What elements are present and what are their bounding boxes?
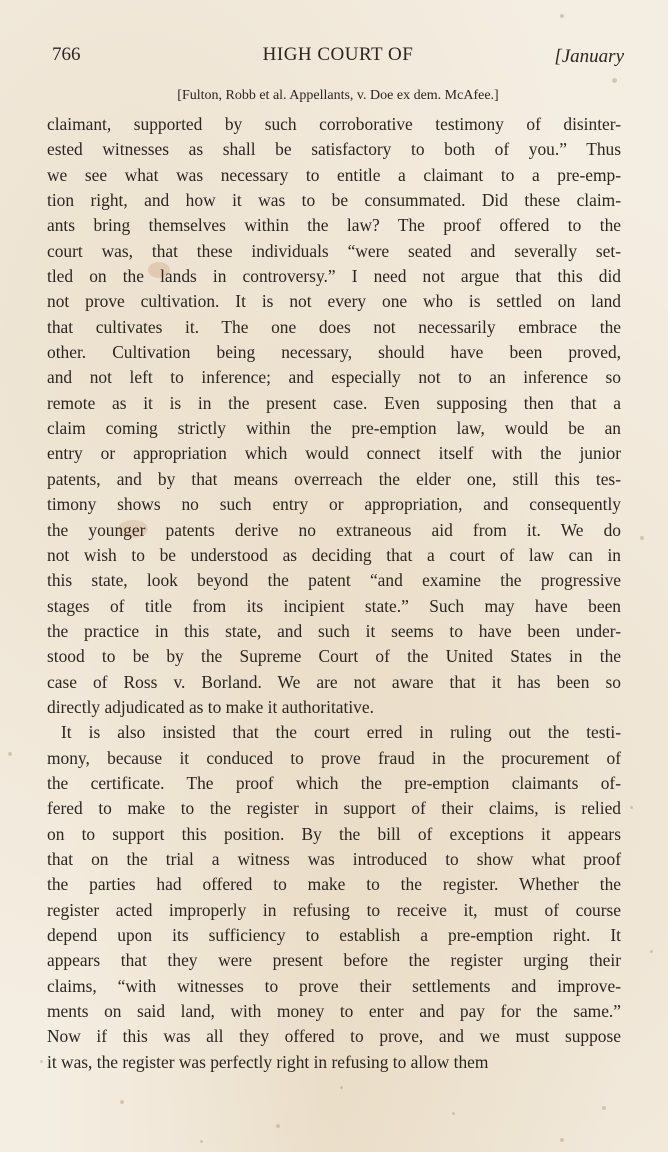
- foxing-spot: [560, 1138, 564, 1142]
- text-line: remote as it is in the present case. Even supposing then that a: [47, 392, 621, 413]
- text-line: tion right, and how it was to be consummated. Did these claim-: [47, 190, 621, 211]
- text-line: stood to be by the Supreme Court of the United States in the: [47, 646, 621, 667]
- foxing-spot: [560, 14, 564, 18]
- foxing-spot: [452, 1112, 455, 1115]
- text-line: the younger patents derive no extraneous aid from it. We do: [47, 519, 621, 540]
- text-line: entry or appropriation which would connect itself with the junior: [47, 443, 621, 464]
- text-line: not prove cultivation. It is not every one who is settled on land: [47, 291, 621, 312]
- foxing-spot: [340, 1086, 343, 1089]
- text-line: appears that they were present before the register urging their: [47, 950, 621, 971]
- foxing-spot: [602, 1106, 606, 1110]
- foxing-spot: [630, 806, 633, 809]
- text-line: we see what was necessary to entitle a claimant to a pre-emp-: [47, 164, 621, 185]
- running-date: [January: [554, 46, 624, 67]
- text-line: that on the trial a witness was introduced to show what proof: [47, 848, 621, 869]
- text-line: directly adjudicated as to make it authoritative.: [47, 696, 374, 717]
- text-line: ments on said land, with money to enter and pay for the same.”: [47, 1001, 621, 1022]
- running-head: HIGH COURT OF: [262, 44, 414, 65]
- text-line: this state, look beyond the patent “and examine the progressive: [47, 570, 621, 591]
- text-line: depend upon its sufficiency to establish a pre-emption right. It: [47, 925, 621, 945]
- text-line: that cultivates it. The one does not necessarily embrace the: [47, 316, 621, 337]
- foxing-spot: [612, 78, 617, 83]
- text-line: and not left to inference; and especially not to an inference so: [47, 367, 621, 388]
- foxing-spot: [120, 1100, 124, 1104]
- text-line: other. Cultivation being necessary, should have been proved,: [47, 342, 621, 363]
- text-line: It is also insisted that the court erred in ruling out the testi-: [61, 722, 621, 743]
- text-line: fered to make to the register in support of their claims, is relied: [47, 798, 621, 819]
- text-line: stages of title from its incipient state.” Such may have been: [47, 595, 621, 616]
- text-line: mony, because it conduced to prove fraud in the procurement of: [47, 747, 621, 768]
- text-line: patents, and by that means overreach the elder one, still this tes-: [47, 468, 621, 489]
- text-line: the practice in this state, and such it seems to have been under-: [47, 620, 621, 641]
- case-caption: [Fulton, Robb et al. Appellants, v. Doe ex dem. McAfee.]: [177, 88, 499, 103]
- text-line: Now if this was all they offered to prove, and we must suppose: [47, 1026, 621, 1047]
- text-line: not wish to be understood as deciding that a court of law can in: [47, 544, 621, 565]
- text-line: register acted improperly in refusing to receive it, must of course: [47, 899, 621, 920]
- text-line: case of Ross v. Borland. We are not aware that it has been so: [47, 671, 621, 692]
- text-line: ested witnesses as shall be satisfactory to both of you.” Thus: [47, 139, 621, 160]
- text-line: the parties had offered to make to the register. Whether the: [47, 874, 621, 895]
- foxing-spot: [650, 950, 653, 953]
- text-line: ants bring themselves within the law? The proof offered to the: [47, 215, 621, 236]
- text-line: the certificate. The proof which the pre-emption claimants of-: [47, 772, 621, 793]
- text-line: tled on the lands in controversy.” I need not argue that this did: [47, 266, 621, 287]
- page-header: [52, 44, 624, 74]
- foxing-spot: [640, 536, 644, 540]
- foxing-spot: [8, 752, 12, 756]
- text-line: claimant, supported by such corroborative testimony of disinter-: [47, 114, 621, 134]
- foxing-spot: [276, 1124, 280, 1128]
- text-line: timony shows no such entry or appropriation, and consequently: [47, 494, 621, 515]
- foxing-spot: [40, 1060, 43, 1063]
- text-line: court was, that these individuals “were seated and severally set-: [47, 240, 621, 261]
- text-line: claim coming strictly within the pre-emption law, would be an: [47, 418, 621, 439]
- foxing-spot: [200, 1140, 203, 1143]
- body-text: [47, 112, 621, 1075]
- text-line: claims, “with witnesses to prove their settlements and improve-: [47, 975, 621, 996]
- text-line: on to support this position. By the bill of exceptions it appears: [47, 823, 621, 844]
- text-line: it was, the register was perfectly right in refusing to allow them: [47, 1051, 489, 1072]
- page-number: 766: [52, 44, 81, 65]
